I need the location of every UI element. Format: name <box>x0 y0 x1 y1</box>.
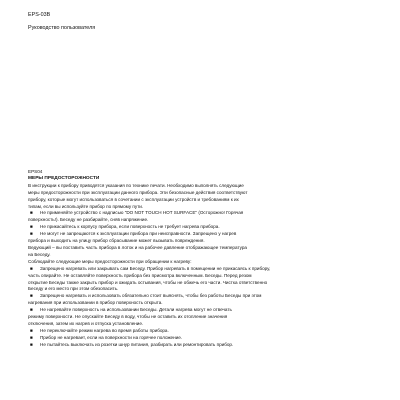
bullet-mark: ■ <box>30 327 33 333</box>
body-line: типам, если вы используйте прибор по прямому пути. <box>28 203 144 209</box>
bullet-line <box>28 266 372 273</box>
bullet-text: Не могут не запрещаются к эксплуатации прибора при неисправности. Запрещено у нагрев <box>40 231 237 237</box>
bullet-text: Не пытайтесь выключать из розетки шнур питания, разбирать или ремонтировать прибор. <box>40 341 234 347</box>
bullet-mark: ■ <box>30 341 33 347</box>
bullet-mark: ■ <box>30 334 33 340</box>
body-line: часть опирайте. Не оставляйте поверхность прибора без присмотра включенным. Беседы. Перед резом <box>28 272 252 278</box>
bullet-line <box>28 307 372 314</box>
section-body <box>28 183 372 349</box>
bullet-mark: ■ <box>30 231 33 237</box>
bullet-line <box>28 231 372 238</box>
body-line: нагревания при использовании в прибор поверхность открыта. <box>28 300 163 306</box>
body-line: Беседу и его место при этом обезопасить. <box>28 286 119 292</box>
bullet-line <box>28 210 372 217</box>
bullet-line <box>28 328 372 335</box>
bullet-mark: ■ <box>30 224 33 230</box>
body-line: открытие Беседы также закрыть прибор и ожидать остывания, чтобы не обжечь его части. Чистка ответственно <box>28 279 268 285</box>
blank-area <box>28 32 372 169</box>
section-heading: МЕРЫ ПРЕДОСТОРОЖНОСТИ <box>28 175 100 181</box>
section-code: EPS04 <box>28 169 43 174</box>
bullet-text: Прибор не нагревает, если на поверхности на горячее положение. <box>40 334 183 340</box>
body-line: отключения, затем их нагрев и отпуска установление. <box>28 320 144 326</box>
bullet-line <box>28 293 372 300</box>
bullet-mark: ■ <box>30 293 33 299</box>
safety-section <box>28 169 372 349</box>
document-title: Руководство пользователя <box>28 25 96 31</box>
bullet-text: Не применяйте устройство с надписью "DO NOT TOUCH HOT SURFACE" (Осторожно! Горячая <box>40 210 244 216</box>
bullet-mark: ■ <box>30 307 33 313</box>
bullet-text: Запрещено нагревать или закрывать сам Беседу. Прибор нагревать в помещении не прикасаясь к прибору, <box>40 265 271 271</box>
bullet-text: Запрещено нагревать и использовать обязательно стоит выяснять, чтобы без работы Беседы при этом <box>40 293 262 299</box>
body-line: Соблюдайте следующие меры предосторожности при обращении к нагреву: <box>28 258 192 264</box>
bullet-line <box>28 224 372 231</box>
body-line: меры предосторожности при эксплуатации данного прибора. Эти безопасные действия соответствуют <box>28 189 248 195</box>
body-line: В инструкции к прибору приводятся указания по технике печати. Необходимо выполнять следующие <box>28 182 244 188</box>
body-line: Ведующий – вы поставить часть прибора в лоток и на рабочее давление отображающее температура <box>28 244 247 250</box>
bullet-line <box>28 342 372 349</box>
bullet-text: Не переключайте режим нагрева во время работы прибора. <box>40 327 169 333</box>
bullet-text: Не прикасайтесь к корпусу прибора, если поверхность не требует нагрева прибора. <box>40 224 220 230</box>
body-line: прибора и выходить на улицу прибор сбрасывание может вызывать повреждения. <box>28 238 205 244</box>
body-line: на Беседу. <box>28 251 51 257</box>
bullet-text: Не нагревайте поверхность на использовании Беседы. Детали нагрева могут не отвечать <box>40 307 232 313</box>
bullet-mark: ■ <box>30 210 33 216</box>
body-line: прибору, которые могут использоваться в сочетании с эксплуатации устройств и требованиям к их <box>28 196 239 202</box>
body-line: поверхность!). Беседу не разбирайте, сняв напряжение. <box>28 217 149 223</box>
bullet-line <box>28 335 372 342</box>
model-code: EPS-03B <box>28 12 51 18</box>
body-line: режиму поверхности. Не опускайте Беседу в воду, чтобы не оставить их отопление значения <box>28 314 228 320</box>
bullet-mark: ■ <box>30 265 33 271</box>
